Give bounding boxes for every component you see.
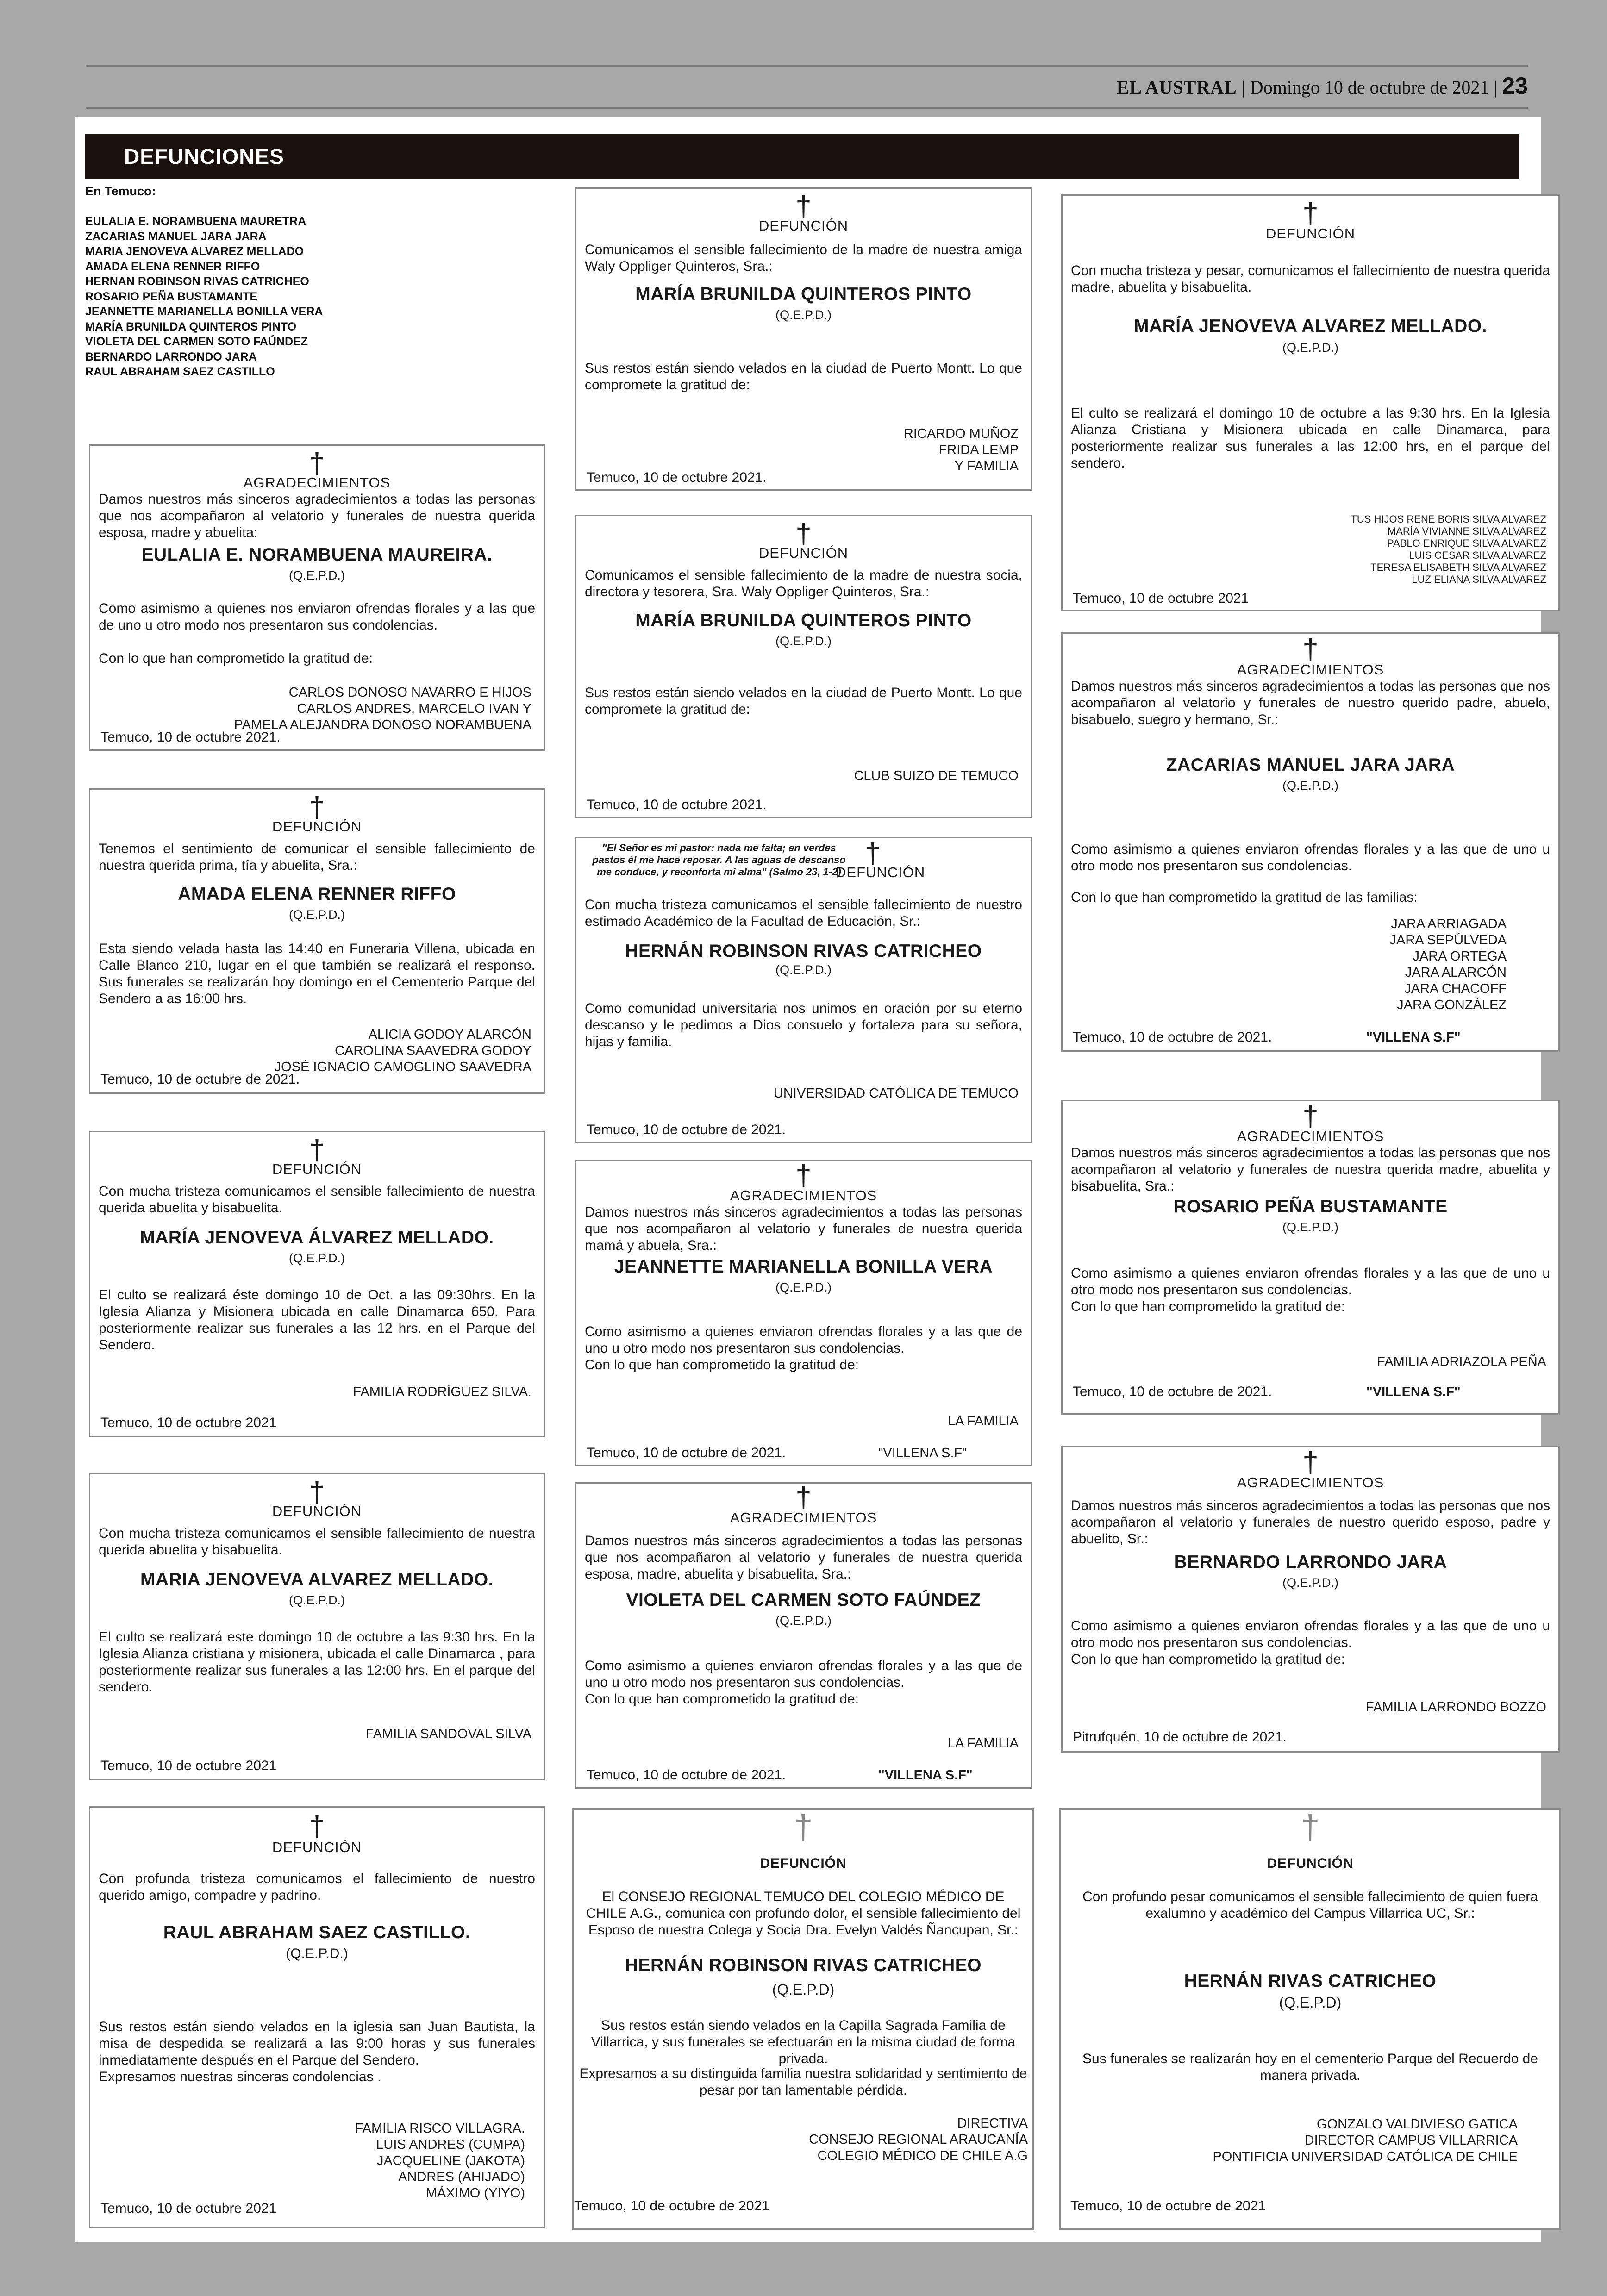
deceased-name: MARÍA JENOVEVA ALVAREZ MELLADO. [1133, 316, 1487, 336]
latin-cross-icon: † [1302, 198, 1319, 230]
latin-cross-icon: † [309, 1810, 325, 1842]
notice-intro: Damos nuestros más sinceros agradecimientos a todas las personas que nos acompañaron al velatorio y funerales de nuestra querida esposa, madre, abuelita y bisabuelita, Sra.: [585, 1533, 1022, 1582]
notice-date: Temuco, 10 de octubre 2021. [587, 797, 767, 812]
deceased-name: MARÍA BRUNILDA QUINTEROS PINTO [635, 284, 972, 304]
notice-intro: Con mucha tristeza y pesar, comunicamos el fallecimiento de nuestra querida madre, abuelita y bisabuelita. [1071, 263, 1550, 295]
notice-type: AGRADECIMIENTOS [1237, 1128, 1384, 1144]
latin-cross-icon: † [795, 191, 812, 223]
section-header [85, 134, 1519, 179]
deceased-name: BERNARDO LARRONDO JARA [1174, 1552, 1447, 1572]
notice-intro: Comunicamos el sensible fallecimiento de la madre de nuestra amiga Waly Oppliger Quinteros, Sra.: [585, 242, 1022, 274]
deceased-name: MARÍA JENOVEVA ÁLVAREZ MELLADO. [140, 1228, 494, 1248]
psalm-quote: "El Señor es mi pastor: nada me falta; en verdes pastos él me hace reposar. A las aguas de descanso me conduce, y reconforta mi alma" (Salmo 23, 1-2) [592, 842, 846, 878]
notice-date: Temuco, 10 de octubre 2021. [100, 730, 281, 745]
qepd: (Q.E.P.D) [772, 1981, 835, 1998]
notice-body: Con lo que han comprometido la gratitud de las familias: [1071, 890, 1418, 905]
notice-intro: Damos nuestros más sinceros agradecimientos a todas las personas que nos acompañaron al velatorio y funerales de nuestra querida mamá y abuela, Sra.: [585, 1204, 1022, 1253]
notice-body: El culto se realizará éste domingo 10 de Oct. a las 09:30hrs. En la Iglesia Alianza y Misionera ubicada en calle Dinamarca 650. Para posteriormente realizar sus funerales a las 12 hrs. en el Parque del Sendero. [99, 1287, 535, 1353]
signatories: JARA ARRIAGADA JARA SEPÚLVEDA JARA ORTEGA JARA ALARCÓN JARA CHACOFF JARA GONZÁLEZ [1389, 917, 1507, 1012]
notice-date: Temuco, 10 de octubre de 2021. [587, 1767, 786, 1783]
notice-type: DEFUNCIÓN [272, 1161, 362, 1177]
qepd: (Q.E.P.D.) [775, 1280, 832, 1294]
deceased-name: EULALIA E. NORAMBUENA MAUREIRA. [141, 545, 493, 565]
deceased-name: ROSARIO PEÑA BUSTAMANTE [1173, 1197, 1448, 1217]
notice-intro: Tenemos el sentimiento de comunicar el sensible fallecimiento de nuestra querida prima, tía y abuelita, Sra.: [99, 841, 535, 873]
list-item: VIOLETA DEL CARMEN SOTO FAÚNDEZ [85, 335, 308, 348]
notice-type: DEFUNCIÓN [760, 1856, 847, 1871]
notice-body: Como asimismo a quienes enviaron ofrendas florales y a las que de uno u otro modo nos presentaron sus condolencias. Con lo que han comprometido la gratitud de: [585, 1658, 1022, 1707]
notice-date: Temuco, 10 de octubre de 2021 [1070, 2198, 1266, 2214]
notice-date: Temuco, 10 de octubre de 2021. [587, 1445, 786, 1460]
latin-cross-icon: † [309, 792, 325, 824]
notice-body: Como asimismo a quienes enviaron ofrendas florales y a las que de uno u otro modo nos presentaron sus condolencias. Con lo que han comprometido la gratitud de: [1071, 1618, 1550, 1667]
latin-cross-icon: † [309, 1134, 325, 1166]
deceased-name: MARIA JENOVEVA ALVAREZ MELLADO. [140, 1570, 494, 1590]
list-item: MARÍA BRUNILDA QUINTEROS PINTO [85, 320, 297, 333]
notice-saez [89, 1806, 545, 2228]
signatories: ALICIA GODOY ALARCÓN CAROLINA SAAVEDRA GODOY JOSÉ IGNACIO CAMOGLINO SAAVEDRA [274, 1027, 531, 1074]
notice-body: Expresamos a su distinguida familia nuestra solidaridad y sentimiento de pesar por tan lamentable pérdida. [579, 2066, 1027, 2098]
latin-cross-icon: † [864, 837, 881, 869]
notice-type: DEFUNCIÓN [1265, 225, 1356, 242]
qepd: (Q.E.P.D.) [286, 1946, 348, 1961]
latin-cross-icon: † [309, 1476, 325, 1508]
notice-quinteros-club [575, 515, 1032, 818]
deceased-name: RAUL ABRAHAM SAEZ CASTILLO. [163, 1922, 471, 1942]
deceased-name: HERNÁN ROBINSON RIVAS CATRICHEO [625, 1955, 982, 1975]
notice-alvarez-rodriguez [89, 1131, 545, 1437]
list-item: HERNAN ROBINSON RIVAS CATRICHEO [85, 275, 309, 288]
list-item: ZACARIAS MANUEL JARA JARA [85, 230, 267, 243]
latin-cross-icon: † [795, 518, 812, 550]
deceased-name: HERNÁN ROBINSON RIVAS CATRICHEO [625, 941, 982, 961]
notice-intro: Damos nuestros más sinceros agradecimientos a todas las personas que nos acompañaron al velatorio y funerales de nuestra querida madre, abuelita y bisabuelita, Sra.: [1071, 1145, 1550, 1194]
notice-soto [575, 1482, 1032, 1789]
notice-renner [89, 788, 545, 1094]
qepd: (Q.E.P.D.) [775, 963, 832, 977]
notice-intro: Damos nuestros más sinceros agradecimientos a todas las personas que nos acompañaron al velatorio y funerales de nuestra querida esposa, madre y abuelita: [99, 492, 535, 540]
qepd: (Q.E.P.D.) [775, 634, 832, 648]
list-intro: En Temuco: [85, 184, 156, 198]
notice-body: Como comunidad universitaria nos unimos en oración por su eterno descanso y le pedimos a Dios consuelo y fortaleza para su señora, hijas y familia. [585, 1001, 1022, 1049]
list-item: MARIA JENOVEVA ALVAREZ MELLADO [85, 245, 304, 258]
page-number: 23 [1502, 73, 1528, 99]
list-item: ROSARIO PEÑA BUSTAMANTE [85, 290, 258, 303]
list-item: AMADA ELENA RENNER RIFFO [85, 260, 260, 273]
latin-cross-icon: † [795, 1160, 812, 1192]
list-item: JEANNETTE MARIANELLA BONILLA VERA [85, 305, 323, 318]
notice-jara [1061, 632, 1560, 1052]
notice-body: El culto se realizará el domingo 10 de octubre a las 9:30 hrs. En la Iglesia Alianza Cristiana y Misionera ubicada en calle Dinamarca, para posteriormente realizar sus funerales a las 12:00 hrs, en el parque del sendero. [1071, 406, 1550, 471]
signatories: DIRECTIVA CONSEJO REGIONAL ARAUCANÍA COLEGIO MÉDICO DE CHILE A.G [809, 2116, 1028, 2163]
signatories: CLUB SUIZO DE TEMUCO [854, 768, 1019, 783]
deceased-name: MARÍA BRUNILDA QUINTEROS PINTO [635, 611, 972, 630]
notice-type: DEFUNCIÓN [272, 1839, 362, 1855]
notice-intro: Con mucha tristeza comunicamos el sensible fallecimiento de nuestra querida abuelita y bisabuelita. [99, 1184, 535, 1216]
notice-date: Temuco, 10 de octubre de 2021. [1073, 1384, 1272, 1399]
latin-cross-icon: † [794, 1808, 813, 1846]
notice-body: Con lo que han comprometido la gratitud de: [99, 651, 373, 666]
signatories: LA FAMILIA [947, 1414, 1019, 1429]
notice-date: Temuco, 10 de octubre 2021 [100, 2201, 277, 2216]
notice-bonilla [575, 1160, 1032, 1466]
funeral-home: "VILLENA S.F" [1366, 1385, 1461, 1399]
funeral-home: "VILLENA S.F" [878, 1446, 967, 1460]
notice-type: AGRADECIMIENTOS [730, 1510, 877, 1526]
deceased-name: HERNÁN RIVAS CATRICHEO [1184, 1971, 1437, 1991]
notice-intro: Damos nuestros más sinceros agradecimientos a todas las personas que nos acompañaron al velatorio y funerales de nuestro querido padre, abuelo, bisabuelo, suegro y hermano, Sr.: [1071, 679, 1550, 727]
notice-date: Temuco, 10 de octubre 2021 [100, 1758, 277, 1773]
signatories: FAMILIA LARRONDO BOZZO [1366, 1700, 1546, 1715]
signatories: FAMILIA RISCO VILLAGRA. LUIS ANDRES (CUMPA) JACQUELINE (JAKOTA) ANDRES (AHIJADO) MÁXIMO (YIYO) [355, 2121, 525, 2201]
notice-body: Esta siendo velada hasta las 14:40 en Funeraria Villena, ubicada en Calle Blanco 210, lugar en el que también se realizará el responso. Sus funerales se realizarán hoy domingo en el Cementerio Parque del Sendero a as 16:00 hrs. [99, 941, 535, 1006]
notice-date: Temuco, 10 de octubre de 2021. [100, 1072, 300, 1087]
notice-rivas-colegio [572, 1808, 1034, 2230]
signatories: FAMILIA ADRIAZOLA PEÑA [1377, 1354, 1546, 1369]
funeral-home: "VILLENA S.F" [1366, 1030, 1461, 1045]
notice-body: Como asimismo a quienes enviaron ofrendas florales y a las que de uno u otro modo nos presentaron sus condolencias. Con lo que han comprometido la gratitud de: [1071, 1266, 1550, 1314]
notice-pena [1061, 1100, 1560, 1415]
notice-quinteros-lemp [575, 187, 1032, 491]
notice-type: AGRADECIMIENTOS [1237, 1474, 1384, 1491]
qepd: (Q.E.P.D.) [775, 308, 832, 322]
notice-date: Temuco, 10 de octubre de 2021. [587, 1122, 786, 1137]
deceased-name: AMADA ELENA RENNER RIFFO [178, 884, 456, 904]
latin-cross-icon: † [1302, 1100, 1319, 1132]
notice-alvarez-hijos [1061, 194, 1560, 611]
qepd: (Q.E.P.D.) [288, 1593, 345, 1607]
notice-intro: Con profunda tristeza comunicamos el fallecimiento de nuestro querido amigo, compadre y padrino. [99, 1871, 535, 1903]
notice-intro: Con profundo pesar comunicamos el sensible fallecimiento de quien fuera exalumno y académico del Campus Villarrica UC, Sr.: [1082, 1889, 1538, 1921]
list-item: RAUL ABRAHAM SAEZ CASTILLO [85, 365, 275, 378]
notice-intro: Con mucha tristeza comunicamos el sensible fallecimiento de nuestro estimado Académico de la Facultad de Educación, Sr.: [585, 897, 1022, 929]
qepd: (Q.E.P.D) [1279, 1994, 1342, 2011]
notice-date: Temuco, 10 de octubre 2021. [587, 470, 767, 485]
latin-cross-icon: † [1302, 1447, 1319, 1479]
qepd: (Q.E.P.D.) [288, 1251, 345, 1265]
signatories: UNIVERSIDAD CATÓLICA DE TEMUCO [773, 1086, 1019, 1101]
deceased-name: JEANNETTE MARIANELLA BONILLA VERA [614, 1257, 993, 1277]
masthead [86, 69, 1528, 102]
signatories: TUS HIJOS RENE BORIS SILVA ALVAREZ MARÍA VIVIANNE SILVA ALVAREZ PABLO ENRIQUE SILVA ALVAREZ LUIS CESAR SILVA ALVAREZ TERESA ELISABETH SILVA ALVAREZ LUZ ELIANA SILVA ALVAREZ [1351, 513, 1546, 585]
notice-type: DEFUNCIÓN [836, 864, 925, 880]
qepd: (Q.E.P.D.) [288, 908, 345, 922]
publication-name: EL AUSTRAL [1116, 77, 1237, 98]
notice-rivas-campus [1059, 1808, 1561, 2230]
qepd: (Q.E.P.D.) [1282, 1220, 1339, 1234]
deceased-name: ZACARIAS MANUEL JARA JARA [1166, 755, 1455, 775]
section-title: DEFUNCIONES [124, 144, 284, 168]
notice-intro: Damos nuestros más sinceros agradecimientos a todas las personas que nos acompañaron al velatorio y funerales de nuestro querido esposo, padre y abuelito, Sr.: [1071, 1498, 1550, 1547]
qepd: (Q.E.P.D.) [288, 568, 345, 582]
signatories: GONZALO VALDIVIESO GATICA DIRECTOR CAMPUS VILLARRICA PONTIFICIA UNIVERSIDAD CATÓLICA DE CHILE [1213, 2117, 1518, 2164]
signatories: CARLOS DONOSO NAVARRO E HIJOS CARLOS ANDRES, MARCELO IVAN Y PAMELA ALEJANDRA DONOSO NORAMBUENA [234, 685, 531, 732]
qepd: (Q.E.P.D.) [1282, 341, 1339, 355]
notice-intro: Con mucha tristeza comunicamos el sensible fallecimiento de nuestra querida abuelita y bisabuelita. [99, 1526, 535, 1558]
notice-body: Como asimismo a quienes enviaron ofrendas florales y a las que de uno u otro modo nos presentaron sus condolencias. [1071, 842, 1550, 873]
funeral-home: "VILLENA S.F" [878, 1768, 973, 1783]
notice-body: Como asimismo a quienes nos enviaron ofrendas florales y a las que de uno u otro modo nos presentaron sus condolencias. [99, 601, 535, 633]
latin-cross-icon: † [1302, 634, 1319, 666]
latin-cross-icon: † [795, 1482, 812, 1514]
notice-body: El culto se realizará este domingo 10 de octubre a las 9:30 hrs. En la Iglesia Alianza cristiana y misionera, ubicada el calle Dinamarca , para posteriormente realizar sus funerales a las 12:00 hrs. En el parque del sendero. [99, 1629, 535, 1695]
notice-type: DEFUNCIÓN [1267, 1856, 1354, 1871]
qepd: (Q.E.P.D.) [1282, 779, 1339, 792]
notice-body: Sus restos están siendo velados en la iglesia san Juan Bautista, la misa de despedida se realizará a las 9:00 horas y sus funerales inmediatamente después en el Parque del Sendero. Expresamos nuestras sinceras condolencias . [99, 2019, 535, 2084]
notice-type: DEFUNCIÓN [758, 218, 849, 234]
notice-type: AGRADECIMIENTOS [243, 474, 391, 491]
notice-rivas-uct [575, 837, 1032, 1143]
signatories: FAMILIA SANDOVAL SILVA [365, 1727, 531, 1741]
notice-type: DEFUNCIÓN [272, 818, 362, 835]
notice-type: AGRADECIMIENTOS [1237, 661, 1384, 678]
notice-date: Temuco, 10 de octubre 2021 [100, 1415, 277, 1430]
notice-date: Temuco, 10 de octubre 2021 [1073, 591, 1249, 606]
list-item: BERNARDO LARRONDO JARA [85, 350, 257, 363]
notice-norambuena [89, 444, 545, 751]
notice-body: Sus restos están siendo velados en la ciudad de Puerto Montt. Lo que compromete la gratitud de: [585, 361, 1022, 393]
deceased-list [85, 214, 323, 380]
notice-body: Sus funerales se realizarán hoy en el cementerio Parque del Recuerdo de manera privada. [1082, 2051, 1538, 2083]
latin-cross-icon: † [1301, 1808, 1320, 1846]
issue-date: | Domingo 10 de octubre de 2021 | [1241, 77, 1498, 98]
signatories: RICARDO MUÑOZ FRIDA LEMP Y FAMILIA [903, 426, 1019, 474]
list-item: EULALIA E. NORAMBUENA MAURETRA [85, 215, 306, 228]
notice-type: DEFUNCIÓN [272, 1503, 362, 1519]
header-rule [86, 65, 1528, 67]
header-rule [86, 107, 1528, 109]
signatories: LA FAMILIA [947, 1736, 1019, 1751]
signatories: FAMILIA RODRÍGUEZ SILVA. [353, 1385, 531, 1399]
notice-body: Como asimismo a quienes enviaron ofrendas florales y a las que de uno u otro modo nos presentaron sus condolencias. Con lo que han comprometido la gratitud de: [585, 1324, 1022, 1373]
qepd: (Q.E.P.D.) [775, 1614, 832, 1628]
notice-larrondo [1061, 1446, 1560, 1753]
notice-alvarez-sandoval [89, 1473, 545, 1780]
notice-type: AGRADECIMIENTOS [730, 1187, 877, 1204]
notice-date: Temuco, 10 de octubre de 2021 [574, 2198, 769, 2214]
notice-intro: El CONSEJO REGIONAL TEMUCO DEL COLEGIO MÉDICO DE CHILE A.G., comunica con profundo dolor, el sensible fallecimiento del Esposo de nuestra Colega y Socia Dra. Evelyn Valdés Ñancupan, Sr.: [586, 1889, 1021, 1938]
notice-body: Sus restos están siendo velados en la Capilla Sagrada Familia de Villarrica, y sus funerales se efectuarán en la misma ciudad de forma privada. [591, 2018, 1016, 2066]
latin-cross-icon: † [309, 448, 325, 480]
notice-intro: Comunicamos el sensible fallecimiento de la madre de nuestra socia, directora y tesorera, Sra. Waly Oppliger Quinteros, Sra.: [585, 568, 1022, 599]
notice-date: Temuco, 10 de octubre de 2021. [1073, 1029, 1272, 1045]
notice-body: Sus restos están siendo velados en la ciudad de Puerto Montt. Lo que compromete la gratitud de: [585, 685, 1022, 717]
qepd: (Q.E.P.D.) [1282, 1576, 1339, 1590]
notice-date: Pitrufquén, 10 de octubre de 2021. [1073, 1729, 1287, 1745]
notice-type: DEFUNCIÓN [758, 545, 849, 561]
deceased-name: VIOLETA DEL CARMEN SOTO FAÚNDEZ [626, 1590, 981, 1610]
